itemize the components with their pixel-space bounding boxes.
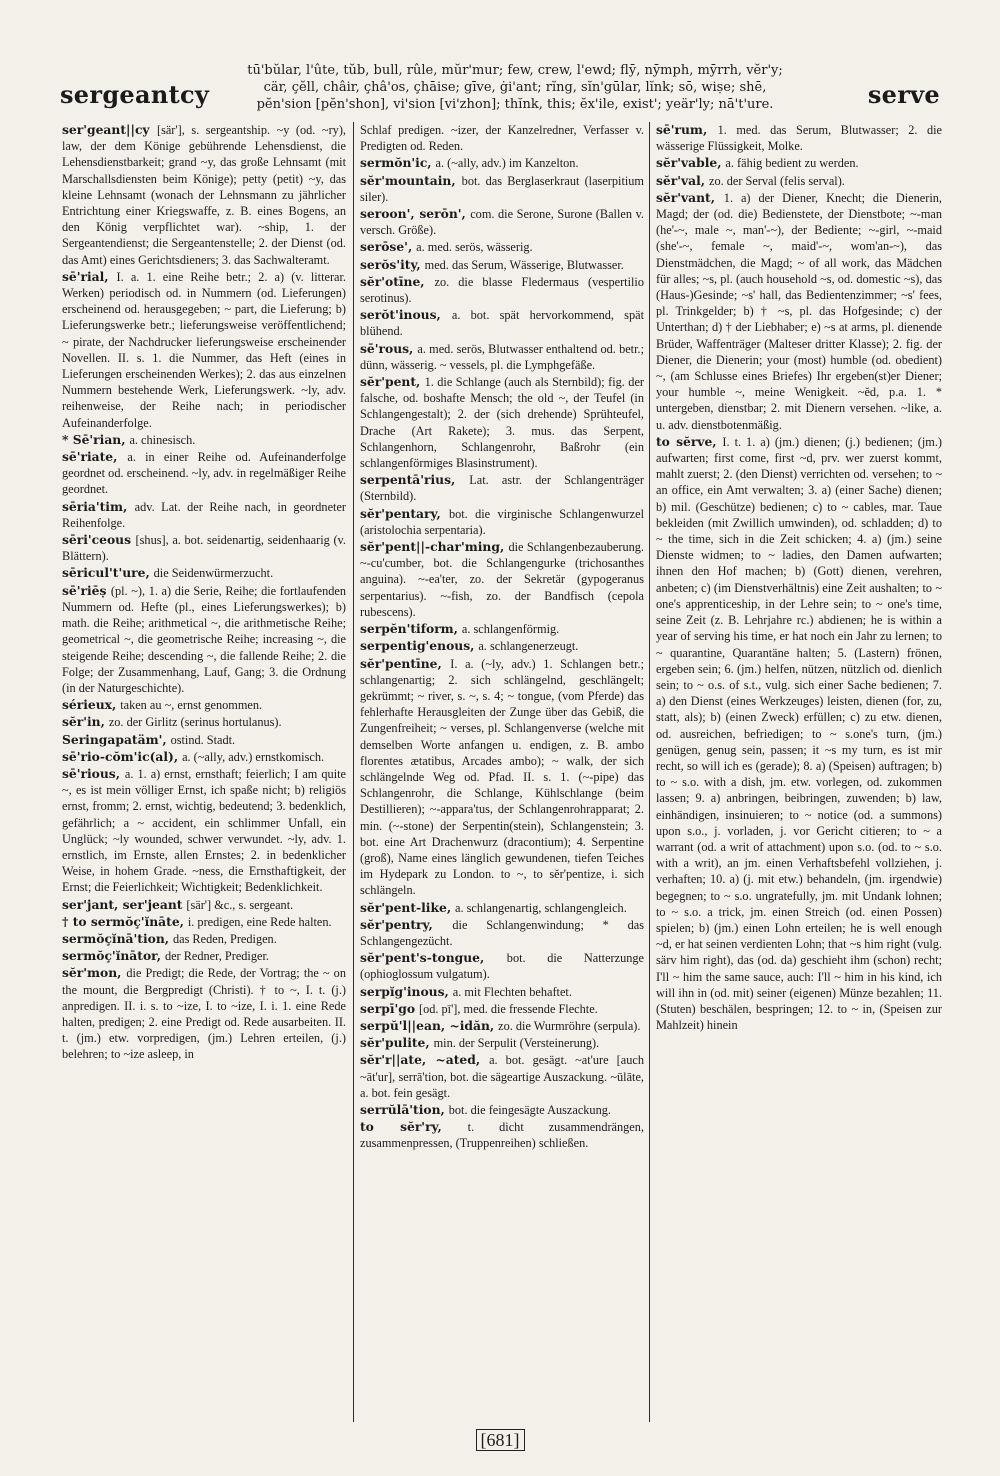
dictionary-entry (62, 897, 346, 913)
dictionary-entry (62, 122, 346, 268)
entry-definition: die Schlangenbezauberung. ~-cu'cumber, bot. die Schlangengurke (trichosanthes anguina). ~-ea'ter, zo. der Sekretär (gypogeranus serpentarius). ~-fish, zo. der Bandfisch (cepola rubescens). (360, 540, 644, 619)
dictionary-entry (656, 190, 942, 433)
entry-definition: die Seidenwürmerzucht. (153, 566, 274, 581)
dictionary-entry (62, 931, 346, 947)
dictionary-entry (360, 1001, 644, 1017)
entry-headword: sĕr'pulite, (360, 1035, 430, 1051)
entry-headword: sē'rous, (360, 340, 414, 356)
entry-definition: 1. die Schlange (auch als Sternbild); fig. der falsche, od. boshafte Mensch; the old ~, der Teufel (in Schlangengestalt); 2. der (sich drehende) Sprühteufel, Drache (Art Rakete); 3. mus. das Serpent, Schlangenhorn, Schlangenrohr, Baßrohr (ein schlangenförmiges Blasinstrument). (360, 375, 644, 471)
dictionary-entry (62, 766, 346, 896)
dictionary-entry (62, 499, 346, 531)
dictionary-entry (62, 269, 346, 431)
entry-headword: sĕr'pent||-char'ming, (360, 539, 505, 555)
dictionary-entry (360, 1119, 644, 1151)
entry-definition: min. der Serpulit (Versteinerung). (433, 1036, 600, 1051)
dictionary-entry (62, 732, 346, 748)
entry-headword: serpĕn'tiform, (360, 621, 458, 637)
entry-definition: I. a. 1. eine Reihe betr.; 2. a) (v. litterar. Werken) periodisch od. in Nummern (od. Lieferungen) erscheinend od. herausgegeben; ~ part, die Lieferung; b) Lieferungswerke betr.; lieferungsweise veröffentlichend; ~ pirate, der Nachdrucker lieferungsweise erscheinender Novellen. II. s. 1. die Nummer, das Heft (eines in Lieferungen erscheinenden Werkes); 2. das aus einzelnen Nummern bestehende Werk, Lieferungswerk. ~ly, adv. reihenweise, der Reihe nach; in periodischer Aufeinanderfolge. (62, 269, 346, 430)
entry-headword: sermŏn'ic, (360, 155, 432, 171)
entry-definition: a. med. serös, wässerig. (416, 240, 533, 255)
pronunciation-key: tū'bŭlar, l'ûte, tŭb, bull, rûle, mŭr'mur; few, crew, l'ewd; flȳ, nȳmph, mȳrrh, vĕr'y; cär, çĕll, châir, çhâ'os, çhāise; gīve, ġi'ant; rĭng, sĭn'gūlar, lĭnk; sō, wiṣe; shē, pĕn'sion [pĕn'shon], vi'sion [vi'zhon]; thĭnk, this; ĕx'ile, exist'; yeär'ly; nā't'ure. (247, 63, 783, 112)
dictionary-entry (656, 122, 942, 154)
entry-definition: I. t. 1. a) (jm.) dienen; (j.) bedienen; (jm.) aufwarten; first come, first ~d, prv. wer zuerst kommt, mahlt zuerst; 2. (den Dienst) verrichten od. versehen; to ~ an office, ein Amt verwalten; 3. a) (einer Sache) dienen; b) mil. (Geschütze) bedienen; c) to ~ cables, mar. Taue bekleiden (mit Zwillich umwinden), od. schladden; d) to ~ the time, sich in die Zeit schicken; 4. a) (jm.) seine Dienste widmen; to ~ ladies, den Damen aufwarten; ihnen den Hof machen; b) (Gott) dienen, verehren, anbeten; c) (im Dienstverhältnis) eine Zeit aushalten; to ~ one's apprenticeship, in der Lehre sein; to ~ one's time, seine Zeit (z. B. Lehrjahre rc.) abdienen; he is within a year of serving his time, er hat noch ein Jahr zu lernen; to ~ quarantine, Quarantäne halten; 5. (Lastern) frönen, ergeben sein; 6. (jm.) helfen, nützen, nützlich od. dienlich sein; to ~ o.s. of s.t., vulg. sich einer Sache bedienen; 7. a) den Dienst (eines Werkzeuges) leisten, dienen (for, zu, statt, als); b) (einen Zweck) erfüllen; c) zu etw. dienen, od. ausreichen, befriedigen; to ~ s.one's turn, (jm.) genügen, genug sein, passen; it ~s my turn, es ist mir recht, so will ich es (gerade); 8. a) (Speisen) auftragen; b) to ~ s.o. with a dish, jm. etw. vorlegen, od. zukommen lassen; 9. a) anbringen, beibringen, zuwenden; b) law, einhändigen, insinuieren; to ~ notice (od. a summons) upon s.o., j. vorladen, j. vor Gericht citieren; to ~ a warrant (od. a writ of attachment) upon s.o. (od. to ~ s.o. with a writ), an jm. einen Verhaftsbefehl vollziehen, j. verhaften; 10. a) (j. mit etw.) behandeln, (jm. irgendwie) begegnen; to ~ s.o. ungratefully, jm. mit Undank lohnen; to ~ s.o. a trick, jm. einen Streich (od. einen Possen) spielen; b) (jm.) einen Lohn erteilen; he is well enough ~d, er hat seinen verdienten Lohn; that ~s him right (vulg. särv him right), das (od. da) geschieht ihm (schon) recht; I'll ~ him the same sauce, auch: I'll ~ him in his kind, ich will ihn in (od. mit) seiner (eigenen) Münze bezahlen; 11. (Stuten) beschälen, bespringen; 12. to ~ in, (Speisen zur Mahlzeit) hinein (656, 434, 942, 1033)
entry-headword: * Sē'rian, (62, 431, 126, 447)
column-1 (62, 122, 346, 1422)
dictionary-entry (62, 914, 346, 930)
entry-definition: a. 1. a) ernst, ernsthaft; feierlich; I am quite ~, es ist mein völliger Ernst, ich spaße nicht; b) religiös ernst, fromm; 2. ernst, wichtig, bedeutend; 3. bedenklich, gefährlich; a ~ accident, ein schlimmer Unfall, ein Unglück; ~ly wounded, schwer verwundet. ~ly, adv. 1. ernstlich, im Ernste, allen Ernstes; 2. in bedenklicher Weise, in hohem Grade. ~ness, die Ernsthaftigkeit, der Ernst; die Feierlichkeit; Wichtigkeit; Bedenklichkeit. (62, 766, 346, 895)
dictionary-entry (360, 1052, 644, 1101)
dictionary-entry (360, 621, 644, 637)
entry-definition: a. bot. gesägt. ~at'ure [auch ~āt'ur], serrā'tion, bot. die sägeartige Auszackung. ~ūlāte, a. bot. fein gesägt. (360, 1053, 644, 1100)
entry-definition: ostind. Stadt. (170, 732, 236, 747)
entry-headword: serpĭg'inous, (360, 983, 449, 999)
dictionary-entry (62, 965, 346, 1062)
dictionary-entry (62, 749, 346, 765)
dictionary-entry (656, 434, 942, 1034)
entry-columns (62, 122, 942, 1422)
dictionary-entry (360, 173, 644, 205)
entry-headword: sĕr'otīne, (360, 273, 425, 289)
dictionary-entry (360, 917, 644, 949)
page-number (0, 1430, 1000, 1451)
entry-headword: sē'rio-cŏm'ic(al), (62, 748, 179, 764)
entry-definition: [sär'], s. sergeantship. ~y (od. ~ry), law, der dem Könige gebührende Lehensdienst, die Lehensdienstbarkeit; grand ~y, das große Lehnsamt (mit Marschallsdiensten beim Könige); petty (petit) ~y, das kleine Lehnsamt (wonach der Lehnsmann zu jährlicher Entrichtung einer Kriegswaffe, z. B. eines Bogens, an den König verpflichtet war). ~ship, 1. der Sergeantendienst; die Sergeantenstelle; 2. der Dienst (od. das Amt) eines Gerichtsdieners; 3. das Sachwalteramt. (62, 123, 346, 267)
entry-definition: com. die Serone, Surone (Ballen v. versch. Größe). (360, 207, 644, 238)
entry-definition: Lat. astr. der Schlangenträger (Sternbild). (360, 473, 644, 504)
entry-headword: to sĕrve, (656, 433, 717, 449)
column-3 (656, 122, 942, 1422)
dictionary-entry (656, 173, 942, 189)
entry-headword: sĕr'pent-like, (360, 899, 452, 915)
entry-definition: 1. a) der Diener, Knecht; die Dienerin, Magd; der (od. die) Bedienstete, der Dienstbote; ~-man (he'-~, male ~, man'-~), der Bediente; ~-girl, ~-maid (she'-~, female ~, maid'-~, wom'an-~), das Dienstmädchen, die Magd; ~ of all work, das Mädchen für alles; ~s, pl. (auch household ~s, od. domestic ~s), das (Haus-)Gesinde; ~s' hall, das Bedientenzimmer; ~s' fees, pl. Trinkgelder; b) † ~s, pl. das Hofgesinde; c) der Unterthan; d) † der Liebhaber; e) ~s at arms, pl. dienende Brüder, Waffenträger (Malteser dritter Klasse); 2. fig. der Diener, die Dienerin; your (most) humble (od. obedient) ~, (am Schlusse eines Briefes) Ihr ergeben(st)er Diener; your humble ~, meine Wenigkeit. ~ĕd, p.a. 1. * untergeben, dienstbar; 2. mit Dienern versehen. ~like, a. u. adv. dienstbotenmäßig. (656, 190, 942, 432)
entry-definition: I. a. (~ly, adv.) 1. Schlangen betr.; schlangenartig; 2. sich schlängelnd, geschlängelt; gekrümmt; ~ river, s. ~, s. 4; ~ tongue, (vom Pferde) das fehlerhafte Herausgleiten der Zunge über das Gebiß, die Zungenfreiheit; ~ verses, pl. Schlangenverse (welche mit demselben Worte anfangen u. endigen, z. B. ambo florentes ætatibus, Arcades ambo); ~ walk, der sich schlängelnde Weg od. Pfad. II. s. 1. (~-pipe) das Schlangenrohr, die Schlange, Kühlschlange (beim Destillieren); ~-appara'tus, der Schlangenrohrapparat; 2. min. (~-stone) der Serpentin(stein), Schlangenstein; 3. bot. eine Art Drachenwurz (dracontium); 4. Serpentine (groß), Name eines länglich gewundenen, tiefen Teiches im Hydepark zu London. to ~, to sĕr'pentize, i. sich schlängeln. (360, 656, 644, 898)
entry-headword: sē'rial, (62, 268, 109, 284)
entry-definition: [od. pī'], med. die fressende Flechte. (418, 1001, 598, 1016)
dictionary-entry (360, 155, 644, 171)
header-last-word: serve (867, 80, 940, 109)
entry-definition: die Schlangenwindung; * das Schlangengezücht. (360, 917, 644, 948)
dictionary-entry (360, 341, 644, 373)
entry-headword: sē'riēṣ (62, 582, 107, 598)
entry-definition: med. das Serum, Wässerige, Blutwasser. (424, 257, 624, 272)
entry-headword: sérieux, (62, 697, 117, 713)
dictionary-entry (62, 583, 346, 696)
dictionary-entry (360, 239, 644, 255)
entry-headword: sĕr'in, (62, 714, 105, 730)
dictionary-entry (360, 122, 644, 154)
dictionary-entry (360, 472, 644, 504)
entry-headword: sĕr'mon, (62, 965, 122, 981)
dictionary-entry (360, 307, 644, 339)
entry-headword: sĕr'pentry, (360, 916, 433, 932)
entry-definition: a. mit Flechten behaftet. (452, 984, 572, 999)
entry-headword: sē'rious, (62, 765, 121, 781)
entry-headword: sermŏç'ĭnātor, (62, 948, 162, 964)
entry-definition: die Predigt; die Rede, der Vortrag; the ~ on the mount, die Bergpredigt (Christi). † to ~, I. t. (j.) anpredigen. II. i. s. to ~ize, I. to ~ize, I. i. 1. eine Rede halten, predigen; 2. eine Predigt od. Rede ausarbeiten. II. t. (jm.) etw. vorpredigen, (jm.) Lehren erteilen, (j.) belehren; to ~ize asleep, in (62, 966, 346, 1062)
entry-headword: serpentā'rius, (360, 472, 456, 488)
entry-definition: zo. die blasse Fledermaus (vespertilio serotinus). (360, 274, 644, 306)
entry-definition: a. (~ally, adv.) ernstkomisch. (182, 749, 325, 764)
dictionary-entry (360, 274, 644, 306)
entry-definition: a. schlangenerzeugt. (478, 639, 579, 654)
entry-definition: adv. Lat. der Reihe nach, in geordneter Reihenfolge. (62, 499, 346, 530)
dictionary-entry (360, 374, 644, 471)
entry-definition: bot. das Berglaserkraut (laserpitium siler). (360, 173, 644, 204)
entry-definition: a. schlangenartig, schlangengleich. (455, 900, 627, 915)
entry-headword: ser'geant||cy (62, 122, 150, 137)
column-divider (649, 122, 650, 1422)
dictionary-entry (360, 984, 644, 1000)
entry-definition: [sär'] &c., s. sergeant. (186, 897, 294, 912)
dictionary-entry (62, 432, 346, 448)
running-header (60, 58, 940, 114)
entry-definition: t. dicht zusammendrängen, zusammenpressen, (Truppenreihen) schließen. (360, 1120, 644, 1151)
dictionary-entry (360, 656, 644, 899)
entry-definition: 1. med. das Serum, Blutwasser; 2. die wässerige Flüssigkeit, Molke. (656, 123, 942, 154)
column-2 (360, 122, 644, 1422)
entry-headword: sermŏçĭnā'tion, (62, 930, 170, 946)
entry-headword: sēri'ceous (62, 532, 132, 548)
entry-definition: (pl. ~), 1. a) die Serie, Reihe; die fortlaufenden Nummern od. Hefte (pl., eines Lieferungswerkes); b) math. die Reihe; arithmetical ~, die arithmetische Reihe; geometrical ~, die geometrische Reihe; increasing ~, die steigende Reihe; descending ~, die fallende Reihe; 2. die Folge; der Zusammenhang, Lauf, Gang; 3. die Ordnung (in der Naturgeschichte). (62, 583, 346, 695)
entry-headword: sēricul't'ure, (62, 565, 150, 581)
dictionary-entry (360, 1102, 644, 1118)
entry-headword: serōse', (360, 239, 413, 255)
entry-definition: a. fähig bedient zu werden. (725, 156, 859, 171)
entry-definition: [shus], a. bot. seidenartig, seidenhaarig (v. Blättern). (62, 533, 346, 564)
entry-headword: sĕr'pentīne, (360, 655, 442, 671)
entry-headword: serrŭlā'tion, (360, 1101, 445, 1117)
dictionary-entry (62, 449, 346, 498)
dictionary-entry (62, 697, 346, 713)
entry-definition: a. (~ally, adv.) im Kanzelton. (435, 156, 579, 171)
dictionary-entry (360, 506, 644, 538)
dictionary-entry (62, 532, 346, 564)
entry-definition: a. in einer Reihe od. Aufeinanderfolge geordnet od. erscheinend. ~ly, adv. in regelmäßiger Reihe geordnet. (62, 450, 346, 497)
entry-headword: sĕr'mountain, (360, 172, 456, 188)
entry-headword: † to sermŏç'ĭnāte, (62, 913, 184, 929)
dictionary-entry (360, 1035, 644, 1051)
header-first-word: sergeantcy (60, 80, 210, 109)
entry-headword: sēria'tim, (62, 498, 128, 514)
dictionary-entry (360, 1018, 644, 1034)
dictionary-entry (656, 155, 942, 171)
dictionary-entry (360, 950, 644, 982)
entry-definition: bot. die feingesägte Auszackung. (448, 1102, 611, 1117)
dictionary-entry (62, 565, 346, 581)
dictionary-entry (360, 638, 644, 654)
entry-definition: taken au ~, ernst genommen. (120, 698, 263, 713)
entry-definition: a. schlangenförmig. (461, 622, 560, 637)
entry-definition: bot. die virginische Schlangenwurzel (aristolochia serpentaria). (360, 506, 644, 537)
dictionary-entry (62, 948, 346, 964)
dictionary-entry (360, 257, 644, 273)
entry-definition: zo. die Wurmröhre (serpula). (498, 1018, 641, 1033)
entry-headword: serpentig'enous, (360, 638, 475, 654)
entry-headword: sē'riate, (62, 449, 118, 465)
column-divider (353, 122, 354, 1422)
entry-definition: zo. der Girlitz (serinus hortulanus). (108, 715, 282, 730)
entry-definition: Schlaf predigen. ~izer, der Kanzelredner, Verfasser v. Predigten od. Reden. (360, 123, 644, 154)
entry-headword: Seringapatäm', (62, 731, 167, 747)
entry-headword: serŏs'ity, (360, 256, 421, 272)
dictionary-entry (360, 539, 644, 620)
entry-headword: sĕr'vant, (656, 189, 716, 205)
entry-headword: sĕr'vable, (656, 155, 722, 171)
entry-headword: ser'jant, ser'jeant (62, 896, 183, 912)
dictionary-entry (62, 714, 346, 730)
entry-headword: to sĕr'ry, (360, 1119, 442, 1135)
entry-definition: der Redner, Prediger. (164, 949, 269, 964)
entry-definition: i. predigen, eine Rede halten. (187, 914, 332, 929)
entry-headword: sĕr'pent's-tongue, (360, 950, 485, 966)
entry-headword: serŏt'inous, (360, 307, 441, 323)
entry-definition: bot. die Natterzunge (ophioglossum vulgatum). (360, 951, 644, 982)
entry-definition: a. med. serös, Blutwasser enthaltend od. betr.; dünn, wässerig. ~ vessels, pl. die Lymphgefäße. (360, 341, 644, 372)
entry-headword: sĕr'val, (656, 172, 706, 188)
entry-definition: das Reden, Predigen. (172, 931, 277, 946)
entry-headword: seroon', serōn', (360, 206, 466, 222)
dictionary-entry (360, 206, 644, 238)
dictionary-entry (360, 900, 644, 916)
page-number-text: [681] (476, 1429, 525, 1451)
entry-headword: sĕr'r||ate, ~ated, (360, 1052, 481, 1068)
entry-headword: serpŭ'l||ean, ~idăn, (360, 1017, 495, 1033)
entry-headword: sē'rum, (656, 122, 708, 137)
entry-headword: sĕr'pent, (360, 374, 421, 390)
entry-definition: zo. der Serval (felis serval). (708, 173, 845, 188)
entry-definition: a. bot. spät hervorkommend, spät blühend. (360, 308, 644, 339)
entry-headword: sĕr'pentary, (360, 505, 441, 521)
entry-definition: a. chinesisch. (129, 432, 196, 447)
entry-headword: serpī'go (360, 1000, 416, 1016)
